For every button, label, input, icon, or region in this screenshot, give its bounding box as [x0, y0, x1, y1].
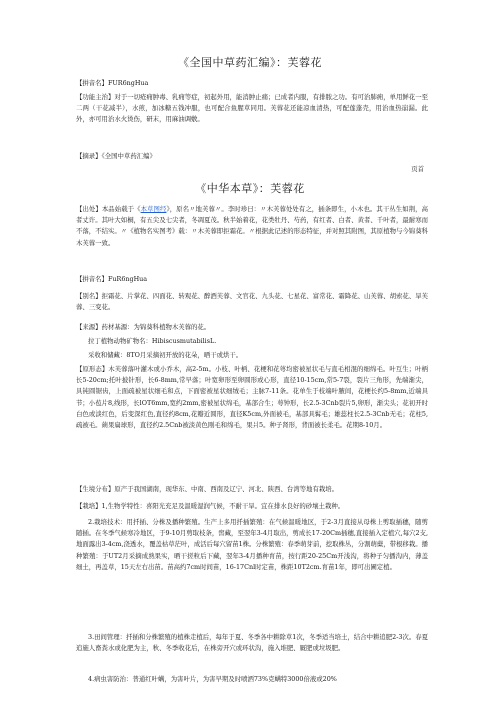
alias-paragraph: 【别名】拒霜花、片掌花、四面花、转观花、醉酒芙蓉、文官花、九头花、七星花、富常花、霜降花、山芙蓉、胡索花、旱芙蓉、三变花。	[76, 292, 428, 312]
morphology-paragraph: 【原形态】木芙蓉落叶灌木或小乔木，高2-5m。小枝、叶柄、花梗和花萼均密被星状毛与直毛相混的细绵毛。叶互生；叶柄长5-20cm;托叶披针形，长6-8mm,常早落；叶宽卵形至卵圆形或心形，直径10-15cm,常5-7裂，裂片三角形，先端渐尖，具钝圆锯齿，上面疏被星状细毛和点，下面密被星状细绒毛；主脉7-11条。花单生于枝端叶腋间，花梗长约5-8mm,近端具节；小苞片8,线形，长lOT6mm,宽约2mm,密被星状绵毛，基部合生；萼钟形，长2.5-3Cnb裂片5,卵形，渐尖头；花初开时白色或淡红色，后变深红色,直径约8cm,花瓣近圆形，直径K5cm,外面被毛，基部具髯毛；雄蕊柱长2.5-3Cnb无毛；花柱5,疏被毛。蒴果扁球形，直径约2.5Cnb被淡黄色刚毛和绵毛，果爿5。种子肾形，背面被长柔毛。花期8-10月。	[76, 365, 428, 430]
bencao-tujing-link[interactable]: 本草图经	[140, 205, 167, 213]
source-prefix: 【出处】本品始载于《	[76, 205, 141, 213]
cultivation-1: 【栽培】1,生物学特性：喜阳光充足及温暖湿润气候，不耐干旱。宜在排水良好的砂壤土栽种。	[76, 502, 345, 510]
latin-name-line: 拉丁植物动物矿物名：HibiscusmutabilisL.	[88, 337, 217, 345]
pinyin-line-1: 【拼音名】FUR6ngHua	[76, 79, 149, 87]
excerpt-line: 【摘录】《全国中草药汇编》	[76, 152, 156, 160]
origin-line: 【来源】药材基源：为锦葵科植物木芙蓉的花。	[76, 323, 211, 331]
pinyin-line-2: 【拼音名】FuR6ngHua	[76, 275, 148, 283]
cultivation-4: 4.病虫害防治：普通红叶螨，为害叶片，为害早期及时喷洒73%克螨特3000倍液或20%	[88, 675, 337, 683]
function-paragraph: 【功能主治】对于一切疮痈肿毒、乳痈等症，初起外用，能消肿止痛；已成者内服，有排脓之功。有可治肺痈，单用鲜花一至二两（干花减半），水煎，加冰糖五钱冲服，也可配合鱼腥草同用。芙蓉花还能凉血清热，可配莲蓬壳，用治血热崩漏。此外，亦可用治水火烫伤，研末，用麻油调敷。	[76, 93, 428, 124]
source-paragraph	[76, 204, 428, 249]
source-suffix: 》，原名〃地芙蓉〃。李时珍曰：〃木芙蓉处处有之，插条即生，小木也。其干丛生如荆，高者丈许。其叶大如桐，有五尖及七尖者，冬凋夏茂。秋半始着花，花类牡丹、芍药，有红者、白者、黄者、千叶者，最耐寒而不落，不结实。〃	[76, 205, 428, 236]
section-title-2: 《中华本草》：芙蓉花	[195, 182, 305, 195]
collection-line: 采收和储藏：8TO月采摘初开放的花朵，晒干或烘干。	[88, 351, 243, 359]
cultivation-2: 2.栽培技术：用扦插、分株及播种繁殖。生产上多用扦插繁殖：在气候温暖地区，于2-3月直接从母株上剪取插穗，随剪随插。在冬季气候寒冷地区，于9-10月剪取枝条，窖藏，至翌年3-4月取出，剪成长17-20Cm插穗,直接插入定植穴,每穴2支,地面露出3-4cm,浇透水，覆盖枯草茫叶，成活后每穴留苗1株。分株繁殖：春季萌芽前，挖取株丛，分割萌蘖，带根移栽。播种繁殖：于UT2月采摘成熟果实，晒干搓粒后下藏，翌年3-4月播种育苗，按行距20-25Cm开浅沟，将种子匀播沟内，薄盖细土，再盖草，15天左右出苗。苗高约7cm时间苗，16-17Cnl时定苗，株距10T2cm.育苗1年，即可出圃定植。	[76, 518, 428, 571]
section-title-1: 《全国中草药汇编》：芙蓉花	[178, 56, 322, 69]
cultivation-3: 3.田间管理：扦插和分株繁殖的植株走植后，每年于夏、冬季各中耕除草1次，冬季适当培土，结合中耕追肥2-3次。春夏追施人畜粪水或化肥为主，秋、冬季收花后，在株旁开穴或环状沟，施入堆肥、厩肥或垃圾肥。	[76, 633, 428, 653]
source-continuation: 《植物名实图考》载：〃木芙蓉即拒霜花。〃根据此记述的形态特征，并对照其附图，其原植物与今锦葵科木芙蓉一致。	[76, 227, 428, 247]
distribution-paragraph: 【生境分布】原产于我国湖南，现华东、中南、西南及辽宁、河北、陕西、台湾等地有栽培。	[76, 485, 339, 493]
page-label: 页首	[411, 165, 424, 173]
